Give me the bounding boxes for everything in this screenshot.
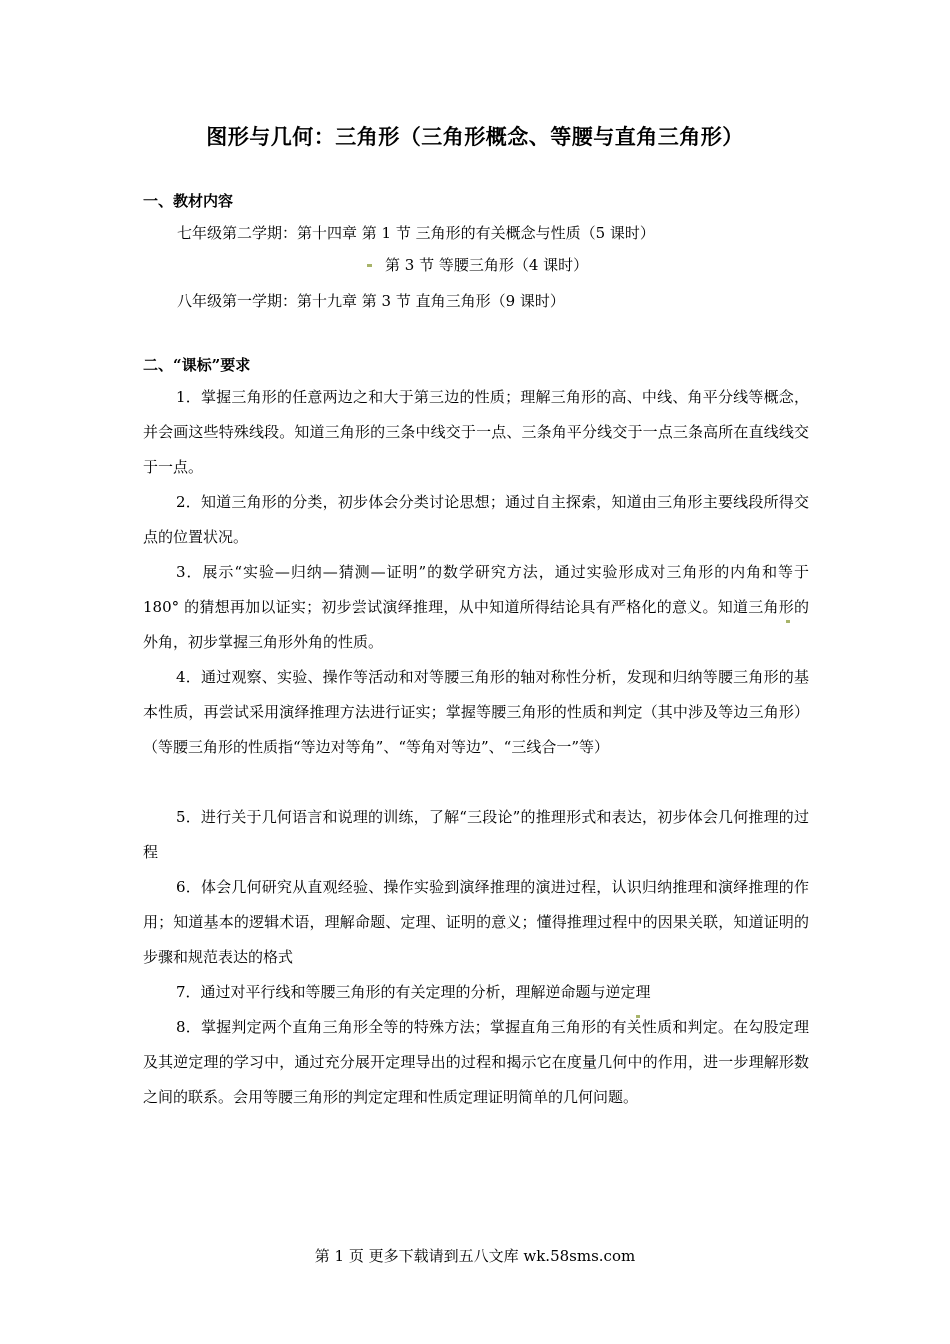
page-footer: 第 1 页 更多下载请到五八文库 wk.58sms.com	[314, 1247, 636, 1265]
scan-mark	[786, 620, 790, 623]
requirement-item-8: 8．掌握判定两个直角三角形全等的特殊方法；掌握直角三角形的有关性质和判定。在勾股定理及其逆定理的学习中，通过充分展开定理导出的过程和揭示它在度量几何中的作用，进一步理解形数之间的联系。会用等腰三角形的判定定理和性质定理证明简单的几何问题。	[143, 1018, 809, 1106]
textbook-line-grade7-ch14: 七年级第二学期：第十四章 第 1 节 三角形的有关概念与性质（5 课时）	[177, 224, 655, 242]
requirement-item-3: 3．展示“实验—归纳—猜测—证明”的数学研究方法，通过实验形成对三角形的内角和等于 180° 的猜想再加以证实；初步尝试演绎推理，从中知道所得结论具有严格化的意义。知道三角形的外角，初步掌握三角形外角的性质。	[143, 563, 809, 651]
section-heading-textbook-content: 一、教材内容	[143, 192, 234, 210]
requirement-item-6: 6．体会几何研究从直观经验、操作实验到演绎推理的演进过程，认识归纳推理和演绎推理的作用；知道基本的逻辑术语，理解命题、定理、证明的意义；懂得推理过程中的因果关联，知道证明的步骤和规范表达的格式	[143, 878, 809, 966]
document-title: 图形与几何：三角形（三角形概念、等腰与直角三角形）	[206, 124, 744, 149]
requirement-item-4: 4．通过观察、实验、操作等活动和对等腰三角形的轴对称性分析，发现和归纳等腰三角形的基本性质，再尝试采用演绎推理方法进行证实；掌握等腰三角形的性质和判定（其中涉及等边三角形）（等腰三角形的性质指“等边对等角”、“等角对等边”、“三线合一”等）	[143, 668, 809, 756]
textbook-line-grade8-ch19: 八年级第一学期：第十九章 第 3 节 直角三角形（9 课时）	[177, 292, 565, 310]
scan-mark	[367, 264, 372, 267]
section-heading-curriculum-requirements: 二、“课标”要求	[143, 356, 251, 374]
requirement-item-1: 1．掌握三角形的任意两边之和大于第三边的性质；理解三角形的高、中线、角平分线等概念，并会画这些特殊线段。知道三角形的三条中线交于一点、三条角平分线交于一点三条高所在直线线交于一点。	[143, 388, 809, 476]
requirement-item-5: 5．进行关于几何语言和说理的训练，了解“三段论”的推理形式和表达，初步体会几何推理的过程	[143, 808, 809, 861]
requirement-item-7: 7．通过对平行线和等腰三角形的有关定理的分析，理解逆命题与逆定理	[176, 983, 651, 1001]
requirement-item-2: 2．知道三角形的分类，初步体会分类讨论思想；通过自主探索，知道由三角形主要线段所得交点的位置状况。	[143, 493, 809, 546]
textbook-line-grade7-section3: 第 3 节 等腰三角形（4 课时）	[385, 256, 589, 274]
